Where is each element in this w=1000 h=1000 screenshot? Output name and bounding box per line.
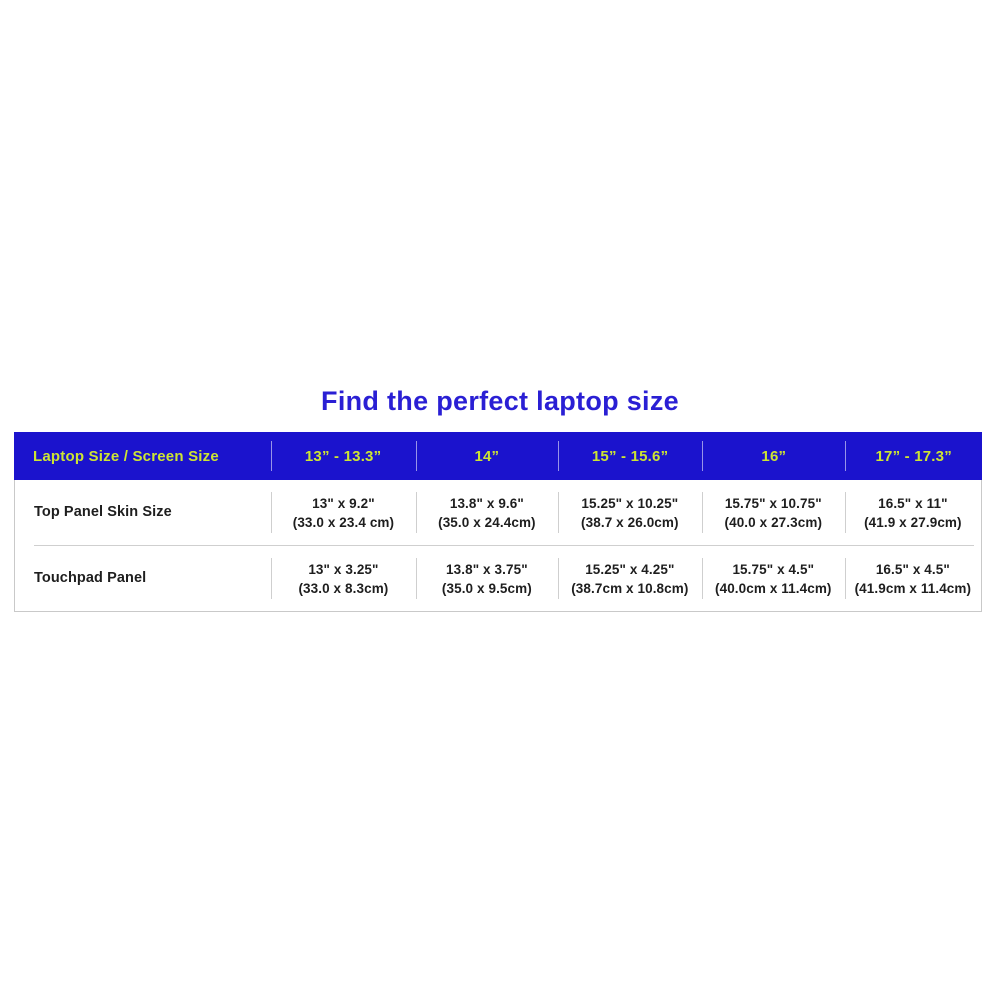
size-cm: (35.0 x 9.5cm) (441, 580, 532, 596)
page-title: Find the perfect laptop size (321, 386, 679, 416)
size-cell (271, 480, 416, 545)
table-row-top-panel (15, 480, 981, 545)
size-cell (845, 480, 981, 545)
table-header-row (14, 432, 982, 480)
laptop-size-table (14, 432, 982, 612)
row-label: Touchpad Panel (34, 570, 147, 586)
header-cell-16in: 16” (702, 432, 845, 480)
size-cell (702, 546, 845, 611)
size-inches: 13" x 3.25" (308, 561, 379, 577)
size-cell (416, 480, 558, 545)
header-cell-laptop-size: Laptop Size / Screen Size (33, 447, 219, 465)
size-cm: (40.0cm x 11.4cm) (715, 580, 832, 596)
size-cell (416, 546, 558, 611)
size-cm: (33.0 x 23.4 cm) (292, 514, 395, 530)
size-cell (702, 480, 845, 545)
size-cell (558, 546, 702, 611)
header-cell-14in: 14” (416, 432, 558, 480)
size-cm: (40.0 x 27.3cm) (724, 514, 823, 530)
size-cm: (33.0 x 8.3cm) (298, 580, 389, 596)
table-row-touchpad (15, 546, 981, 611)
header-cell-13in: 13” - 13.3” (271, 432, 416, 480)
size-inches: 15.25" x 4.25" (585, 561, 675, 577)
size-cell (845, 546, 981, 611)
size-inches: 15.25" x 10.25" (581, 495, 679, 511)
size-cm: (41.9cm x 11.4cm) (854, 580, 972, 596)
row-label: Top Panel Skin Size (34, 504, 172, 520)
size-inches: 13.8" x 9.6" (449, 495, 524, 511)
size-cm: (38.7cm x 10.8cm) (571, 580, 689, 596)
size-cm: (35.0 x 24.4cm) (438, 514, 536, 530)
size-cell (271, 546, 416, 611)
table-body (14, 480, 982, 612)
size-inches: 16.5" x 4.5" (875, 561, 950, 577)
size-inches: 16.5" x 11" (878, 495, 948, 511)
size-cm: (38.7 x 26.0cm) (581, 514, 679, 530)
size-inches: 15.75" x 10.75" (724, 495, 822, 511)
header-cell-15in: 15” - 15.6” (558, 432, 702, 480)
header-cell-17in: 17” - 17.3” (845, 432, 981, 480)
size-inches: 15.75" x 4.5" (732, 561, 815, 577)
size-inches: 13.8" x 3.75" (446, 561, 528, 577)
size-cm: (41.9 x 27.9cm) (864, 514, 962, 530)
size-inches: 13" x 9.2" (312, 495, 375, 511)
size-cell (558, 480, 702, 545)
